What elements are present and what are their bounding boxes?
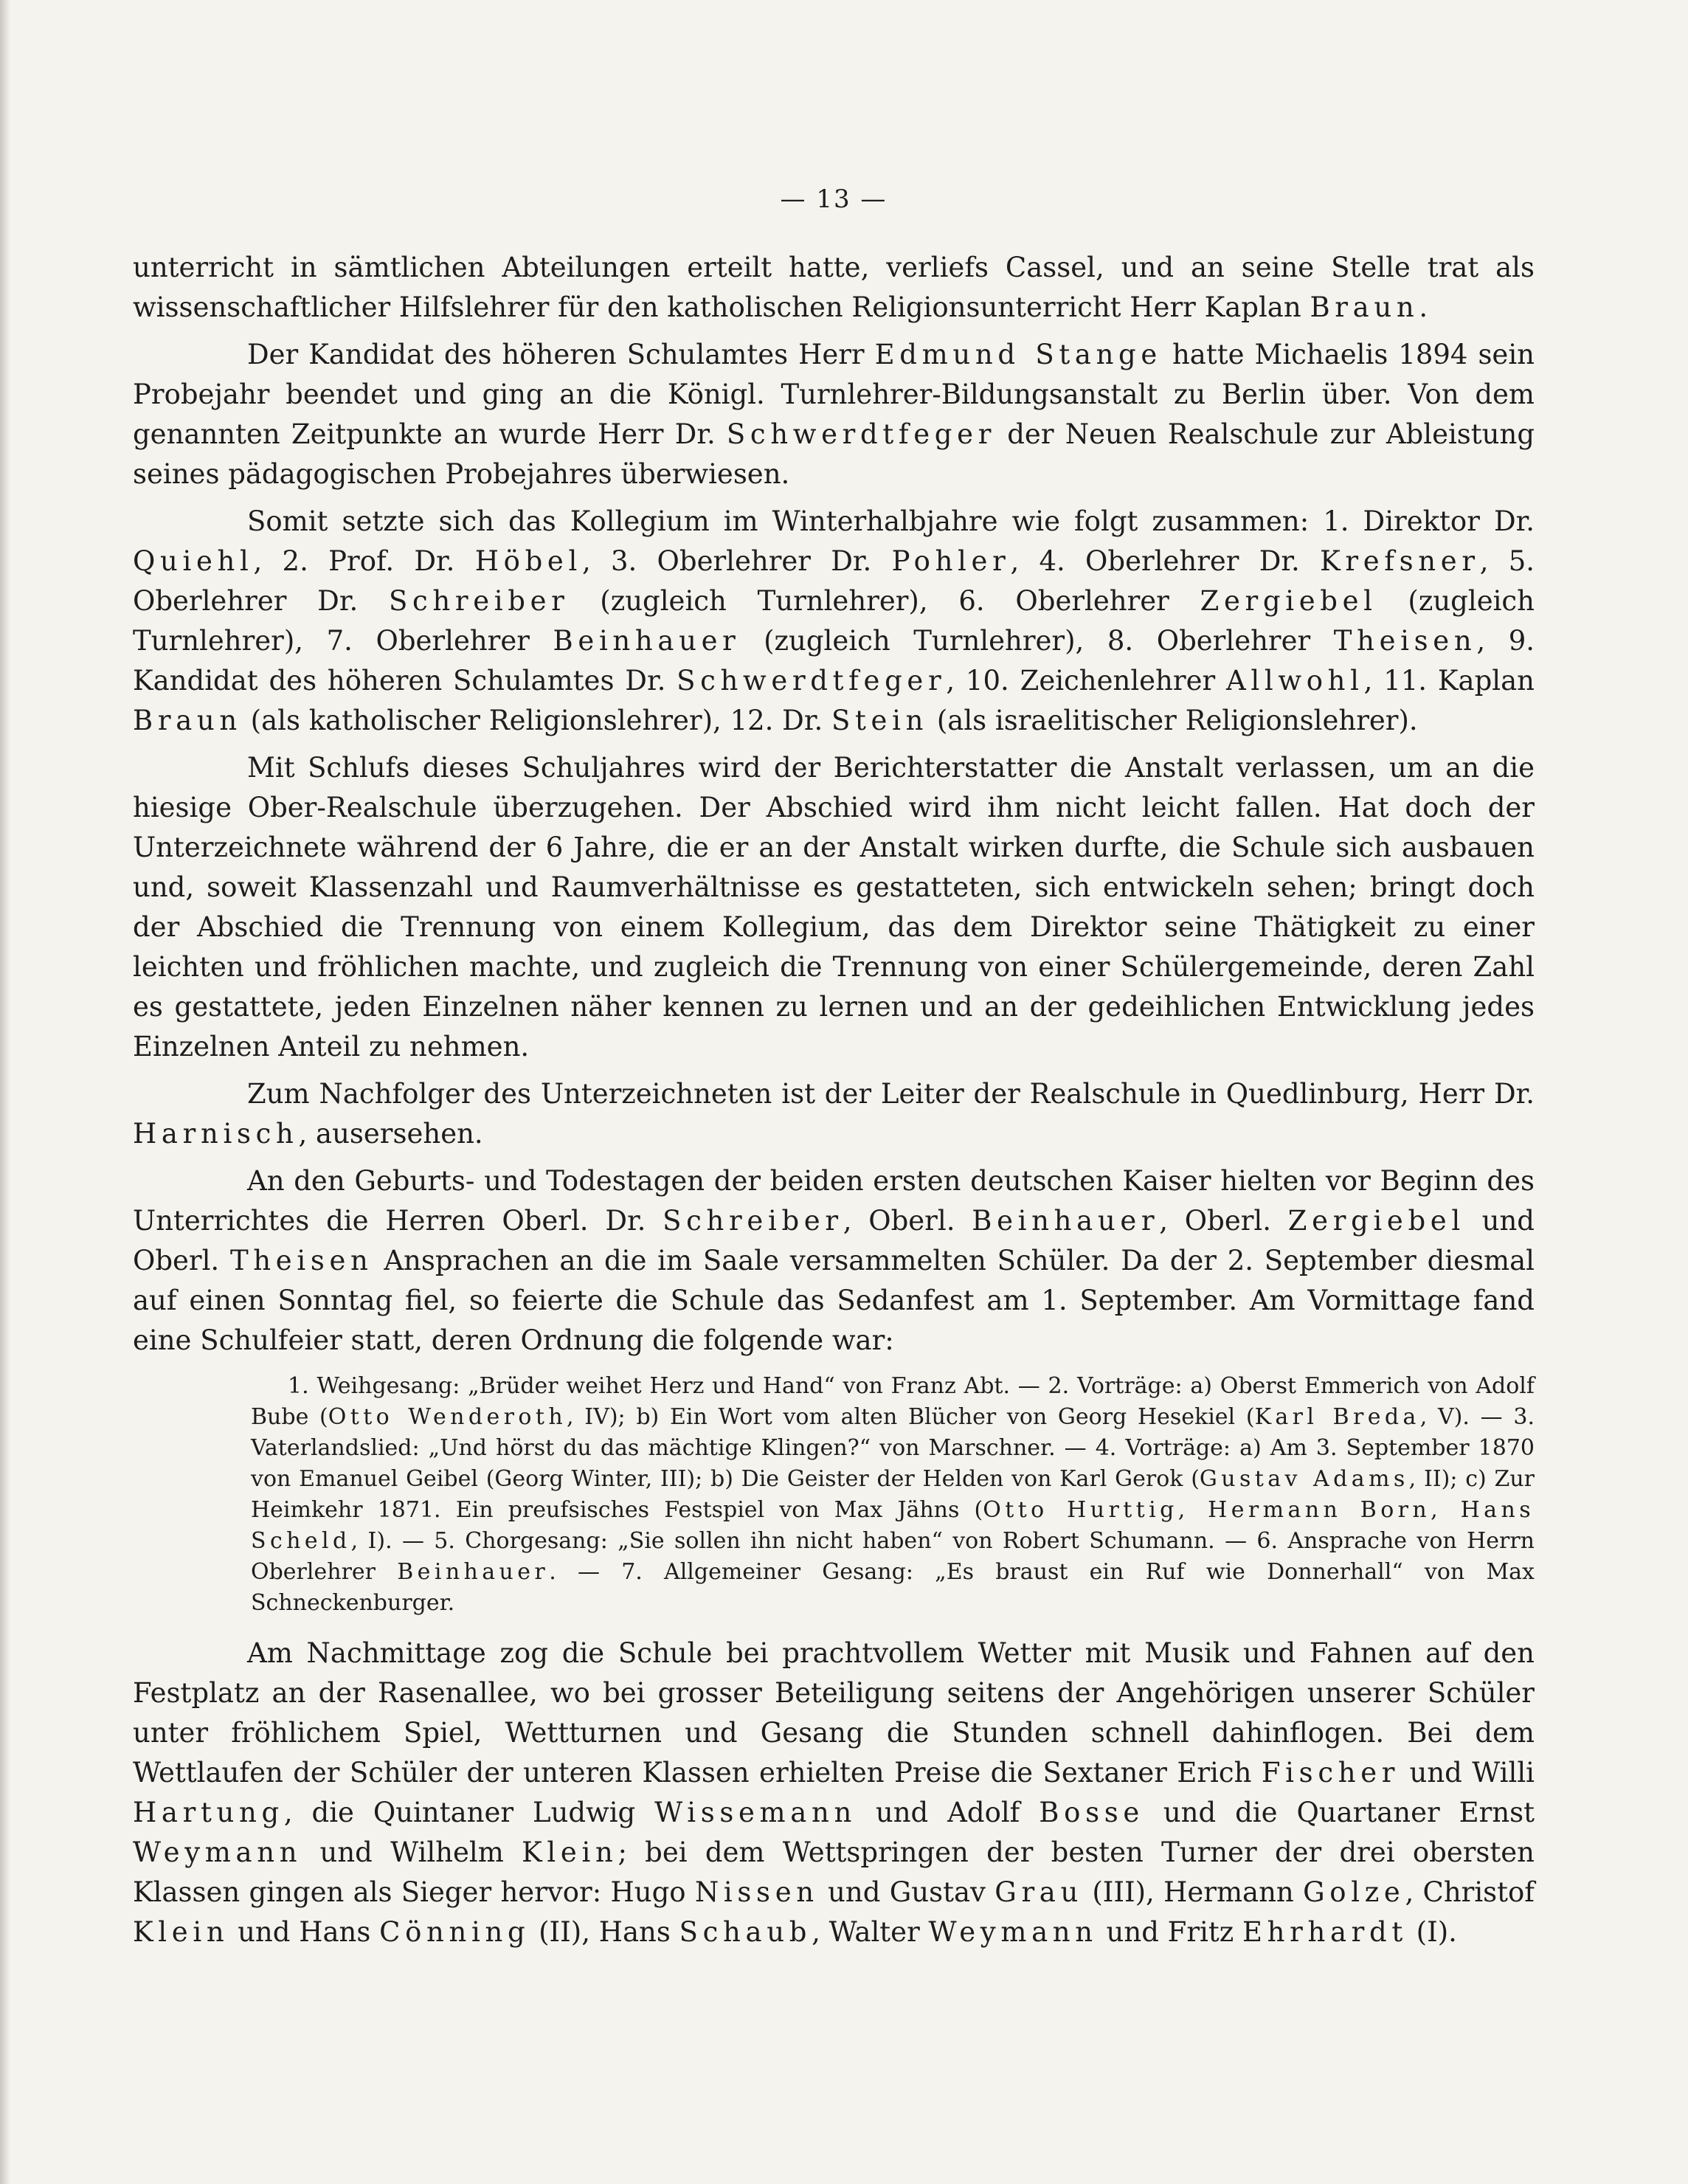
document-page (133, 184, 1535, 1960)
person-name: Pohler (891, 545, 1011, 577)
person-name: Höbel (474, 545, 582, 577)
person-name: Braun (1310, 291, 1419, 323)
person-name: Wissemann (654, 1797, 857, 1828)
person-name: Grau (995, 1876, 1084, 1908)
person-name: Weymann (133, 1836, 302, 1868)
person-name: Hartung (133, 1797, 284, 1828)
paragraph-successor: Zum Nachfolger des Unterzeichneten ist der Leiter der Realschule in Quedlinburg, Herr Dr. Harnisch, ausersehen. (133, 1078, 1535, 1150)
scan-edge-shadow (0, 0, 10, 2184)
person-name: Beinhauer (397, 1559, 550, 1585)
paragraph-religion-teacher: unterricht in sämtlichen Abteilungen erteilt hatte, verliefs Cassel, und an seine Stelle trat als wissenschaftlicher Hilfslehrer für den katholischen Religionsunterricht Herr Kaplan Braun. (133, 252, 1535, 323)
person-name: Weymann (928, 1916, 1098, 1948)
person-name: Schwerdtfeger (677, 665, 947, 697)
person-name: Quiehl (133, 545, 254, 577)
person-name: Edmund Stange (874, 339, 1162, 370)
person-name: Schaub (679, 1916, 812, 1948)
person-name: Ehrhardt (1242, 1916, 1408, 1948)
person-name: Otto Wenderoth (328, 1404, 567, 1430)
page-number: — 13 — (780, 184, 888, 214)
paragraph-afternoon-games: Am Nachmittage zog die Schule bei prachtvollem Wetter mit Musik und Fahnen auf den Festplatz an der Rasenallee, wo bei grosser Beteiligung seitens der Angehörigen unserer Schüler unter fröhlichem Spiel, Wettturnen und Gesang die Stunden schnell dahinflogen. Bei dem Wettlaufen der Schüler der unteren Klassen erhielten Preise die Sextaner Erich Fischer und Willi Hartung, die Quintaner Ludwig Wissemann und Adolf Bosse und die Quartaner Ernst Weymann und Wilhelm Klein; bei dem Wettspringen der besten Turner der drei obersten Klassen gingen als Sieger hervor: Hugo Nissen und Gustav Grau (III), Hermann Golze, Christof Klein und Hans Cönning (II), Hans Schaub, Walter Weymann und Fritz Ehrhardt (I). (133, 1637, 1535, 1948)
person-name: Stein (831, 705, 929, 736)
person-name: Schwerdtfeger (726, 418, 997, 450)
person-name: Krefsner (1320, 545, 1480, 577)
person-name: Zergiebel (1287, 1205, 1465, 1237)
person-name: Cönning (379, 1916, 530, 1948)
person-name: Braun (133, 705, 242, 736)
person-name: Allwohl (1226, 665, 1364, 697)
person-name: Gustav Adams (1199, 1466, 1409, 1492)
person-name: Theisen (1333, 625, 1477, 657)
person-name: Beinhauer (553, 625, 741, 657)
person-name: Beinhauer (972, 1205, 1160, 1237)
person-name: Fischer (1261, 1757, 1400, 1789)
person-name: Nissen (694, 1876, 819, 1908)
person-name: Otto Hurttig, Hermann Born, Hans Scheld (251, 1497, 1535, 1554)
person-name: Bosse (1039, 1797, 1144, 1828)
person-name: Klein (133, 1916, 229, 1948)
paragraph-sedan-festival: An den Geburts- und Todestagen der beiden ersten deutschen Kaiser hielten vor Beginn des Unterrichtes die Herren Oberl. Dr. Schreiber, Oberl. Beinhauer, Oberl. Zergiebel und Oberl. Theisen Ansprachen an die im Saale versammelten Schüler. Da der 2. September diesmal auf einen Sonntag fiel, so feierte die Schule das Sedanfest am 1. September. Am Vormittage fand eine Schulfeier statt, deren Ordnung die folgende war: (133, 1165, 1535, 1356)
person-name: Zergiebel (1200, 585, 1377, 617)
person-name: Theisen (229, 1245, 373, 1276)
paragraph-faculty-list: Somit setzte sich das Kollegium im Winterhalbjahre wie folgt zusammen: 1. Direktor Dr. Quiehl, 2. Prof. Dr. Höbel, 3. Oberlehrer Dr. Pohler, 4. Oberlehrer Dr. Krefsner, 5. Oberlehrer Dr. Schreiber (zugleich Turnlehrer), 6. Oberlehrer Zergiebel (zugleich Turnlehrer), 7. Oberlehrer Beinhauer (zugleich Turnlehrer), 8. Oberlehrer Theisen, 9. Kandidat des höheren Schulamtes Dr. Schwerdtfeger, 10. Zeichenlehrer Allwohl, 11. Kaplan Braun (als katholischer Religionslehrer), 12. Dr. Stein (als israelitischer Religionslehrer). (133, 505, 1535, 736)
person-name: Schreiber (663, 1205, 843, 1237)
person-name: Golze (1303, 1876, 1405, 1908)
person-name: Karl Breda (1254, 1404, 1420, 1430)
paragraph-candidate: Der Kandidat des höheren Schulamtes Herr Edmund Stange hatte Michaelis 1894 sein Probejahr beendet und ging an die Königl. Turnlehrer-Bildungsanstalt zu Berlin über. Von dem genannten Zeitpunkte an wurde Herr Dr. Schwerdtfeger der Neuen Realschule zur Ableistung seines pädagogischen Probejahres überwiesen. (133, 339, 1535, 490)
person-name: Klein (522, 1836, 618, 1868)
festival-program: 1. Weihgesang: „Brüder weihet Herz und Hand“ von Franz Abt. — 2. Vorträge: a) Oberst Emmerich von Adolf Bube (Otto Wenderoth, IV); b) Ein Wort vom alten Blücher von Georg Hesekiel (Karl Breda, V). — 3. Vaterlandslied: „Und hörst du das mächtige Klingen?“ von Marschner. — 4. Vorträge: a) Am 3. September 1870 von Emanuel Geibel (Georg Winter, III); b) Die Geister der Helden von Karl Gerok (Gustav Adams, II); c) Zur Heimkehr 1871. Ein preufsisches Festspiel von Max Jähns (Otto Hurttig, Hermann Born, Hans Scheld, I). — 5. Chorgesang: „Sie sollen ihn nicht haben“ von Robert Schumann. — 6. Ansprache von Herrn Oberlehrer Beinhauer. — 7. Allgemeiner Gesang: „Es braust ein Ruf wie Donnerhall“ von Max Schneckenburger. (251, 1373, 1535, 1616)
person-name: Schreiber (388, 585, 570, 617)
person-name: Harnisch (133, 1118, 299, 1150)
paragraph-farewell: Mit Schlufs dieses Schuljahres wird der Berichterstatter die Anstalt verlassen, um an die hiesige Ober-Realschule überzugehen. Der Abschied wird ihm nicht leicht fallen. Hat doch der Unterzeichnete während der 6 Jahre, die er an der Anstalt wirken durfte, die Schule sich ausbauen und, soweit Klassenzahl und Raumverhältnisse es gestatteten, sich entwickeln sehen; bringt doch der Abschied die Trennung von einem Kollegium, das dem Direktor seine Thätigkeit zu einer leichten und fröhlichen machte, und zugleich die Trennung von einer Schülergemeinde, deren Zahl es gestattete, jeden Einzelnen näher kennen zu lernen und an der gedeihlichen Entwicklung jedes Einzelnen Anteil zu nehmen. (133, 752, 1535, 1062)
